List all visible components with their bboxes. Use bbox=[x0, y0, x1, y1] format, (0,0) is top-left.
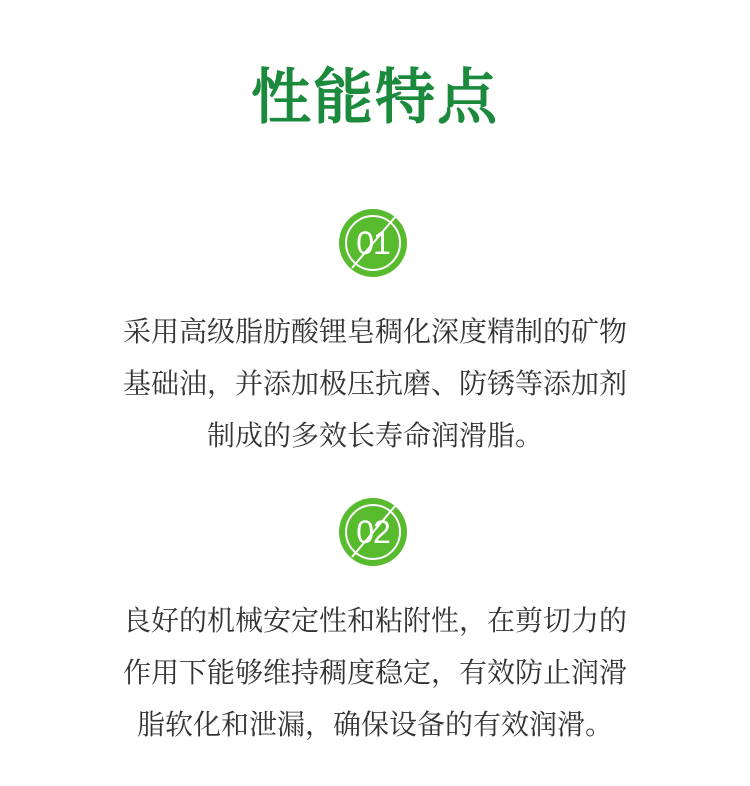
feature-number-badge bbox=[338, 497, 408, 567]
feature-line: 作用下能够维持稠度稳定，有效防止润滑 bbox=[122, 656, 627, 689]
feature-number: 02 bbox=[356, 514, 390, 550]
feature-line: 脂软化和泄漏，确保设备的有效润滑。 bbox=[136, 708, 613, 741]
feature-line: 制成的多效长寿命润滑脂。 bbox=[206, 419, 543, 452]
feature-line: 基础油，并添加极压抗磨、防锈等添加剂 bbox=[122, 367, 627, 400]
feature-line: 采用高级脂肪酸锂皂稠化深度精制的矿物 bbox=[122, 315, 627, 348]
feature-number: 01 bbox=[356, 225, 390, 261]
feature-number-badge bbox=[338, 208, 408, 278]
page-title: 性能特点 bbox=[251, 63, 499, 133]
feature-description bbox=[70, 306, 680, 462]
feature-line: 良好的机械安定性和粘附性，在剪切力的 bbox=[122, 604, 627, 637]
feature-description bbox=[70, 595, 680, 751]
